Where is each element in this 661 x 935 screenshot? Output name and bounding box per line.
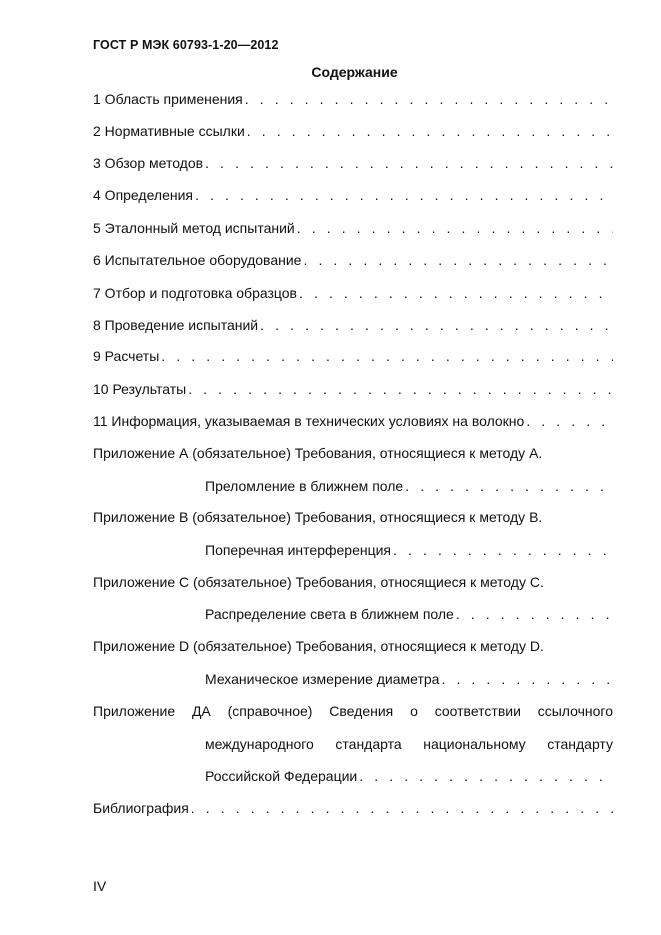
leader-dots — [195, 187, 613, 203]
toc-entry-label: 3 Обзор методов — [93, 155, 204, 171]
leader-dots — [405, 478, 613, 494]
toc-entry-label: Приложение ДА (справочное) Сведения о соответствии ссылочного — [93, 703, 613, 719]
leader-dots — [441, 671, 613, 687]
toc-entry-label: Поперечная интерференция — [205, 542, 392, 558]
toc-entry-label: Распределение света в ближнем поле — [205, 606, 454, 622]
toc-entry-label: 7 Отбор и подготовка образцов — [93, 285, 297, 301]
toc-appendix-a-line2[interactable] — [205, 478, 613, 498]
leader-dots — [191, 800, 613, 816]
leader-dots — [161, 348, 613, 364]
leader-dots — [299, 285, 613, 301]
toc-entry-label: 9 Расчеты — [93, 348, 160, 364]
toc-appendix-da-line1[interactable] — [93, 703, 613, 723]
toc-appendix-da-line3[interactable] — [205, 768, 613, 788]
toc-entry[interactable] — [93, 381, 613, 401]
toc-entry[interactable] — [93, 91, 613, 111]
toc-entry-label: 1 Область применения — [93, 91, 243, 107]
toc-bibliography[interactable] — [93, 800, 613, 820]
standard-header: ГОСТ Р МЭК 60793-1-20—2012 — [93, 38, 279, 52]
toc-entry[interactable] — [93, 123, 613, 143]
page-number: IV — [93, 878, 107, 894]
toc-appendix-c-line2[interactable] — [205, 606, 613, 626]
toc-entry[interactable] — [93, 187, 613, 207]
toc-entry[interactable] — [93, 285, 613, 305]
toc-entry-label: международного стандарта национальному стандарту — [205, 736, 613, 752]
toc-entry-label: Приложение В (обязательное) Требования, относящиеся к методу В. — [93, 509, 543, 525]
toc-entry-label: Приложение D (обязательное) Требования, относящиеся к методу D. — [93, 638, 544, 654]
leader-dots — [247, 123, 613, 139]
toc-appendix-d-line1[interactable] — [93, 638, 613, 658]
leader-dots — [393, 542, 613, 558]
toc-entry-label: Российской Федерации — [205, 768, 358, 784]
leader-dots — [456, 606, 613, 622]
toc-appendix-c-line1[interactable] — [93, 574, 613, 594]
toc-appendix-b-line1[interactable] — [93, 509, 613, 529]
toc-entry-label: Механическое измерение диаметра — [205, 671, 440, 687]
toc-entry-label: Приложение А (обязательное) Требования, относящиеся к методу А. — [93, 445, 543, 461]
toc-appendix-d-line2[interactable] — [205, 671, 613, 691]
toc-entry-label: 8 Проведение испытаний — [93, 317, 259, 333]
leader-dots — [188, 381, 613, 397]
leader-dots — [297, 220, 613, 236]
leader-dots — [260, 317, 613, 333]
toc-entry[interactable] — [93, 252, 613, 272]
toc-entry-label: 6 Испытательное оборудование — [93, 252, 302, 268]
toc-entry-label: 2 Нормативные ссылки — [93, 123, 245, 139]
toc-entry-label: 10 Результаты — [93, 381, 187, 397]
toc-entry[interactable] — [93, 155, 613, 175]
toc-appendix-da-line2[interactable] — [205, 736, 613, 756]
leader-dots — [205, 155, 613, 171]
toc-appendix-a-line1[interactable] — [93, 445, 613, 465]
leader-dots — [303, 252, 613, 268]
toc-title: Содержание — [311, 64, 398, 80]
toc-entry-label: Приложение С (обязательное) Требования, относящиеся к методу С. — [93, 574, 544, 590]
toc-entry-label: 5 Эталонный метод испытаний — [93, 220, 295, 236]
toc-entry[interactable] — [93, 220, 613, 240]
toc-entry-label: 11 Информация, указываемая в технических условиях на волокно — [93, 413, 525, 429]
toc-entry[interactable] — [93, 413, 613, 433]
leader-dots — [245, 91, 613, 107]
toc-entry-label: 4 Определения — [93, 187, 193, 203]
toc-entry[interactable] — [93, 317, 613, 337]
leader-dots — [526, 413, 613, 429]
toc-entry[interactable] — [93, 348, 613, 368]
toc-entry-label: Преломление в ближнем поле — [205, 478, 404, 494]
toc-appendix-b-line2[interactable] — [205, 542, 613, 562]
toc-entry-label: Библиография — [93, 800, 189, 816]
leader-dots — [359, 768, 613, 784]
